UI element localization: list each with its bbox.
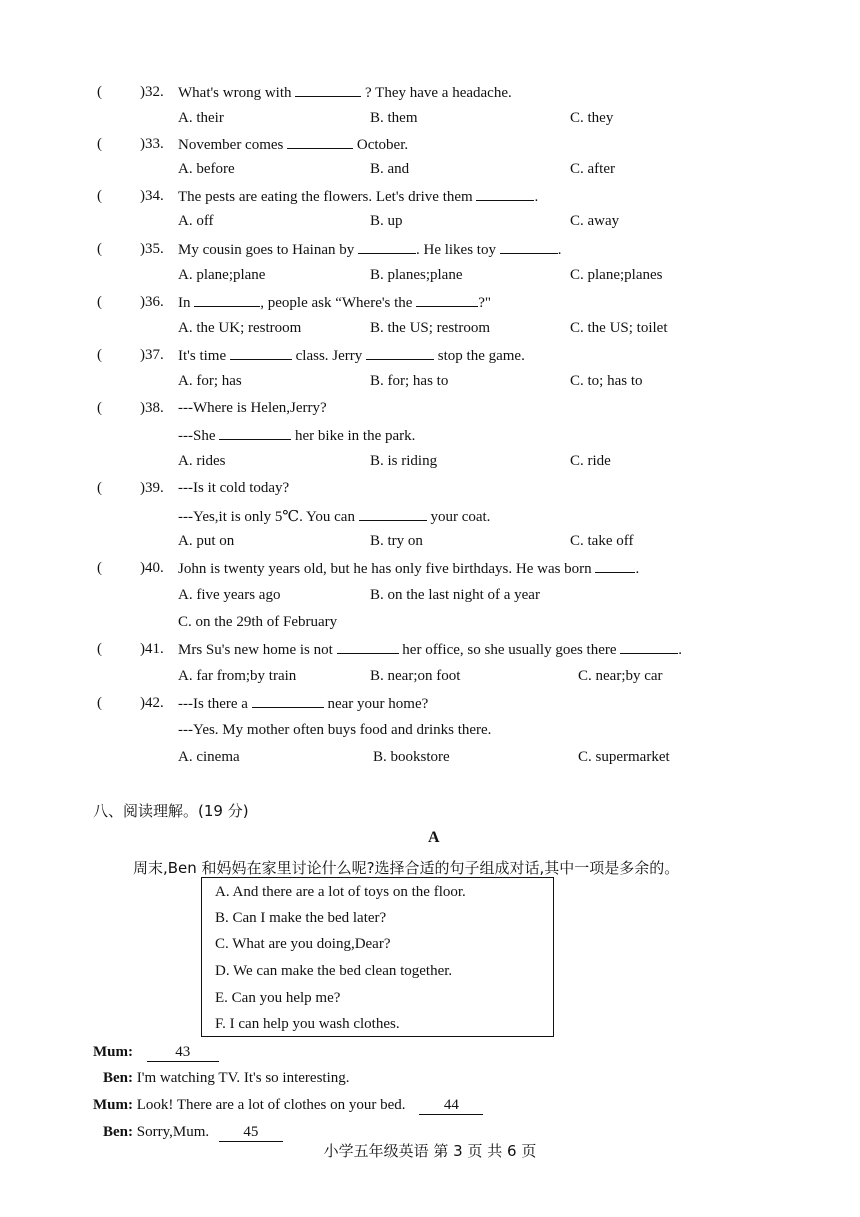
page-footer: 小学五年级英语 第 3 页 共 6 页 [323, 1142, 537, 1160]
options-box [201, 877, 554, 1037]
option-b[interactable]: B. and [370, 161, 410, 177]
option-a[interactable]: A. five years ago [178, 587, 281, 603]
option-a[interactable]: A. far from;by train [178, 668, 297, 684]
question-stem-line-2: ---Yes. My mother often buys food and drinks there. [178, 722, 492, 738]
speaker: Mum: [93, 1044, 133, 1060]
question-number: )33. [140, 136, 164, 152]
question-number: )37. [140, 347, 164, 363]
answer-paren[interactable]: ( [97, 641, 102, 657]
question-stem: My cousin goes to Hainan by . He likes toy . [178, 242, 562, 258]
answer-paren[interactable]: ( [97, 241, 102, 257]
option-a[interactable]: A. put on [178, 533, 235, 549]
dialogue-line [93, 1044, 219, 1062]
question-stem: ---Where is Helen,Jerry? [178, 400, 327, 416]
option-b[interactable]: B. on the last night of a year [370, 587, 540, 603]
answer-blank-43[interactable]: 43 [147, 1044, 219, 1062]
option-b[interactable]: B. is riding [370, 453, 438, 469]
option-c[interactable]: C. to; has to [570, 373, 643, 389]
option-a[interactable]: A. plane;plane [178, 267, 266, 283]
option-a[interactable]: A. rides [178, 453, 226, 469]
answer-paren[interactable]: ( [97, 294, 102, 310]
speaker: Ben: [103, 1070, 133, 1086]
question-stem: Mrs Su's new home is not her office, so she usually goes there . [178, 642, 683, 658]
option-c[interactable]: C. take off [570, 533, 634, 549]
question-stem: November comes October. [178, 137, 409, 153]
option-a[interactable]: A. off [178, 213, 214, 229]
dialogue-text: I'm watching TV. It's so interesting. [136, 1070, 350, 1086]
answer-paren[interactable]: ( [97, 347, 102, 363]
question-number: )40. [140, 560, 164, 576]
box-option-b: B. Can I make the bed later? [215, 910, 387, 926]
question-number: )38. [140, 400, 164, 416]
option-b[interactable]: B. them [370, 110, 418, 126]
question-number: )42. [140, 695, 164, 711]
box-option-e: E. Can you help me? [215, 990, 341, 1006]
question-stem-line-2: ---She her bike in the park. [178, 428, 416, 444]
box-option-d: D. We can make the bed clean together. [215, 963, 453, 979]
option-a[interactable]: A. their [178, 110, 224, 126]
question-number: )36. [140, 294, 164, 310]
option-b[interactable]: B. bookstore [373, 749, 450, 765]
answer-paren[interactable]: ( [97, 480, 102, 496]
option-b[interactable]: B. for; has to [370, 373, 449, 389]
option-c[interactable]: C. they [570, 110, 614, 126]
option-a[interactable]: A. the UK; restroom [178, 320, 302, 336]
box-option-f: F. I can help you wash clothes. [215, 1016, 400, 1032]
answer-paren[interactable]: ( [97, 84, 102, 100]
part-label: A [428, 829, 440, 846]
question-stem: It's time class. Jerry stop the game. [178, 348, 525, 364]
section-title: 八、阅读理解。(19 分) [93, 802, 249, 820]
answer-paren[interactable]: ( [97, 136, 102, 152]
option-a[interactable]: A. cinema [178, 749, 240, 765]
dialogue-text: Sorry,Mum. [136, 1124, 210, 1140]
option-c[interactable]: C. after [570, 161, 615, 177]
answer-paren[interactable]: ( [97, 188, 102, 204]
speaker: Ben: [103, 1124, 133, 1140]
option-b[interactable]: B. try on [370, 533, 423, 549]
box-option-a: A. And there are a lot of toys on the floor. [215, 884, 466, 900]
question-number: )39. [140, 480, 164, 496]
answer-blank-44[interactable]: 44 [419, 1097, 483, 1115]
question-stem: John is twenty years old, but he has only five birthdays. He was born . [178, 561, 640, 577]
option-c[interactable]: C. the US; toilet [570, 320, 668, 336]
question-stem: What's wrong with ? They have a headache. [178, 85, 512, 101]
option-a[interactable]: A. before [178, 161, 235, 177]
answer-paren[interactable]: ( [97, 560, 102, 576]
option-c[interactable]: C. near;by car [578, 668, 663, 684]
instruction-text: 周末,Ben 和妈妈在家里讨论什么呢?选择合适的句子组成对话,其中一项是多余的。 [133, 859, 680, 877]
dialogue-line [93, 1097, 483, 1115]
dialogue-text: Look! There are a lot of clothes on your bed. [136, 1097, 406, 1113]
question-stem-line-2: ---Yes,it is only 5℃. You can your coat. [178, 509, 491, 525]
question-number: )32. [140, 84, 164, 100]
question-number: )34. [140, 188, 164, 204]
question-stem: The pests are eating the flowers. Let's drive them . [178, 189, 539, 205]
option-c[interactable]: C. away [570, 213, 620, 229]
option-c[interactable]: C. supermarket [578, 749, 670, 765]
option-c[interactable]: C. plane;planes [570, 267, 663, 283]
question-number: )35. [140, 241, 164, 257]
option-b[interactable]: B. the US; restroom [370, 320, 490, 336]
question-stem: ---Is there a near your home? [178, 696, 429, 712]
option-c[interactable]: C. ride [570, 453, 611, 469]
option-b[interactable]: B. up [370, 213, 403, 229]
answer-paren[interactable]: ( [97, 695, 102, 711]
answer-paren[interactable]: ( [97, 400, 102, 416]
question-number: )41. [140, 641, 164, 657]
option-b[interactable]: B. near;on foot [370, 668, 461, 684]
question-stem: ---Is it cold today? [178, 480, 290, 496]
option-a[interactable]: A. for; has [178, 373, 242, 389]
answer-blank-45[interactable]: 45 [219, 1124, 283, 1142]
speaker: Mum: [93, 1097, 133, 1113]
option-c[interactable]: C. on the 29th of February [178, 614, 338, 630]
question-stem: In , people ask “Where's the ?" [178, 295, 492, 311]
box-option-c: C. What are you doing,Dear? [215, 936, 391, 952]
option-b[interactable]: B. planes;plane [370, 267, 463, 283]
dialogue-line [103, 1070, 350, 1087]
